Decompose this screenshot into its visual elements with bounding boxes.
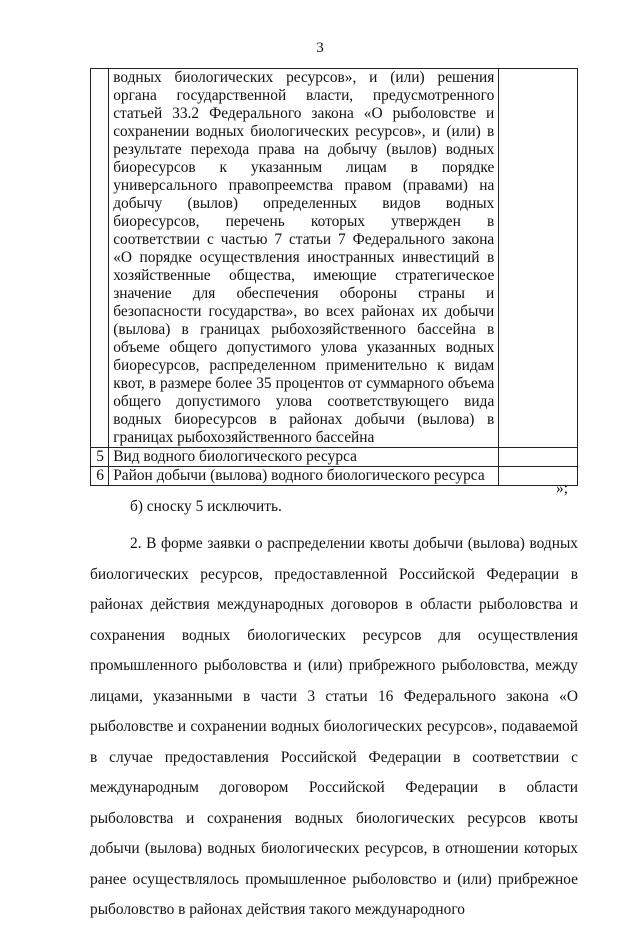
row-description: водных биологических ресурсов», и (или) решения органа государственной власти, предусмотренного статьей 33.2 Федерального закона «О рыболовстве и сохранении водных биологических ресурсов», и (или) в результате перехода права на добычу (вылов) водных биоресурсов к указанным лицам в порядке универсального правопреемства правом (правами) на добычу (вылов) определенных видов водных биоресурсов, перечень которых утвержден в соответствии с частью 7 статьи 7 Федерального закона «О порядке осуществления иностранных инвестиций в хозяйственные общества, имеющие стратегическое значение для обеспечения обороны страны и безопасности государства», во всех районах их добычи (вылова) в границах рыбохозяйственного бассейна в объеме общего допустимого улова указанных водных биоресурсов, распределенном применительно к видам квот, в размере более 35 процентов от суммарного объема общего допустимого улова соответствующего вида водных биоресурсов в районах добычи (вылова) в границах рыбохозяйственного бассейна bbox=[109, 69, 499, 448]
row-description: Вид водного биологического ресурса bbox=[109, 448, 499, 467]
row-value-cell bbox=[499, 69, 578, 448]
paragraph-2: 2. В форме заявки о распределении квоты добычи (вылова) водных биологических ресурсов, предоставленной Российской Федерации в районах действия международных договоров в области рыболовства и сохранения водных биологических ресурсов для осуществления промышленного рыболовства и (или) прибрежного рыболовства, между лицами, указанными в части 3 статьи 16 Федерального закона «О рыболовстве и сохранении водных биологических ресурсов», подаваемой в случае предоставления Российской Федерации в соответствии с международным договором Российской Федерации в области рыболовства и сохранения водных биологических ресурсов квоты добычи (вылова) водных биологических ресурсов, в отношении которых ранее осуществлялось промышленное рыболовство и (или) прибрежное рыболовство в районах действия такого международного bbox=[90, 535, 578, 918]
table-row bbox=[91, 467, 578, 486]
page-number: 3 bbox=[316, 40, 324, 56]
row-value-cell bbox=[499, 448, 578, 467]
table-row bbox=[91, 448, 578, 467]
row-number bbox=[91, 69, 109, 448]
row-number: 5 bbox=[91, 448, 109, 467]
row-number: 6 bbox=[91, 467, 109, 486]
closing-quote-mark: »; bbox=[556, 480, 568, 497]
row-description: Район добычи (вылова) водного биологического ресурса bbox=[109, 467, 499, 486]
table-row bbox=[91, 69, 578, 448]
application-form-table bbox=[90, 68, 578, 486]
item-b-paragraph: б) сноску 5 исключить. bbox=[130, 498, 282, 515]
